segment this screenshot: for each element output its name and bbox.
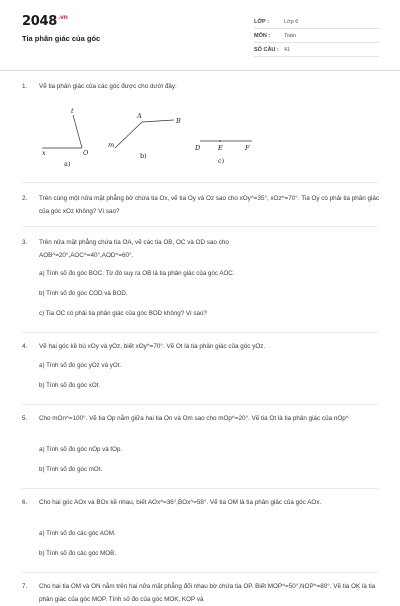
caption-c: c) (218, 157, 225, 165)
caption-b: b) (140, 152, 147, 160)
meta-key: SỐ CÂU : (254, 47, 279, 53)
label-e: E (218, 144, 223, 152)
sub-question: b) Tính số đo góc xOt. (39, 382, 101, 389)
page-title: Tia phân giác của góc (22, 34, 101, 43)
label-o: O (83, 149, 89, 157)
label-a: A (137, 112, 142, 120)
site-logo[interactable] (22, 14, 68, 29)
meta-key: MÔN : (254, 33, 271, 39)
sub-question: b) Tính số đo góc mOt. (39, 466, 103, 473)
question-number: 7. (22, 583, 28, 590)
question-divider (22, 226, 378, 227)
question-number: 3. (22, 239, 28, 246)
meta-value: 41 (284, 47, 291, 53)
logo-text: 2048 (22, 14, 57, 29)
logo-suffix: .vn (57, 14, 68, 21)
angle-figures (30, 100, 270, 170)
label-m: m (108, 141, 115, 149)
question-number: 2. (22, 195, 28, 202)
sub-question: c) Tia OC có phải tia phân giác của góc BOD không? Vì sao? (39, 310, 207, 317)
meta-row-class (254, 16, 379, 29)
sub-question: a) Tính số đo góc nOp và tOp. (39, 446, 123, 453)
question-divider (22, 572, 378, 573)
sub-question: a) Tính số đo góc yOz và yOt. (39, 362, 122, 369)
question-text: Cho hai tia OM và ON nằm trên hai nửa mặt phẳng đối nhau bờ chứa tia OP. Biết MOP^=50°,NOP^=80°. Vẽ tia OK là tia phân giác của góc MOP. Tính số đo của góc MOK, KOP và (39, 583, 376, 603)
question-number: 6. (22, 499, 28, 506)
sub-question: b) Tính số đo góc COD và BOD. (39, 290, 128, 297)
sub-question: a) Tính số đo góc BOC. Từ đó suy ra OB là tia phân giác của góc AOC. (39, 270, 235, 277)
question-text: Cho mOn^=100°. Vẽ tia Op nằm giữa hai tia On và Om sao cho mOp^=20°. Vẽ tia Ot là tia phân giác của nOp^ (39, 415, 349, 422)
figure-a (42, 107, 89, 168)
question-text: Trên nửa mặt phẳng chứa tia OA, vẽ các tia OB, OC và OD sao cho AOB^=20°,AOC^=40°,AOD^=60°. (39, 239, 229, 259)
question-text: Vẽ hai góc kề bù xOy và yOz, biết xOy^=70°. Vẽ Ot là tia phân giác của góc yOz. (39, 343, 266, 350)
question-text: Trên cùng một nửa mặt phẳng bờ chứa tia Ox, vẽ tia Oy và Oz sao cho xOy^=35°, xOz^=70°. Tia Oy có phải tia phân giác của góc xOz không? Vì sao? (39, 195, 380, 215)
sub-question: a) Tính số đo các góc AOM. (39, 530, 116, 537)
meta-key: LỚP : (254, 19, 269, 25)
question-text: Cho hai góc AOx và BOx kề nhau, biết AOx^=36°,BOx^=58°. Vẽ tia OM là tia phân giác của góc AOx. (39, 499, 322, 506)
header-divider (0, 70, 400, 71)
meta-value: Toán (284, 33, 296, 39)
label-x: x (42, 149, 46, 157)
question-number: 4. (22, 343, 28, 350)
label-d: D (195, 144, 201, 152)
label-t: t (71, 107, 74, 115)
question-divider (22, 488, 378, 489)
meta-row-count (254, 44, 379, 57)
label-b: B (176, 117, 181, 125)
question-divider (22, 404, 378, 405)
meta-value: Lớp 6 (284, 19, 299, 25)
caption-a: a) (64, 160, 71, 168)
question-divider (22, 182, 378, 183)
question-number: 1. (22, 83, 28, 90)
sub-question: b) Tính số đo các góc MOB. (39, 550, 116, 557)
question-divider (22, 332, 378, 333)
question-text: Vẽ tia phân giác của các góc được cho dưới đây: (39, 83, 177, 90)
question-number: 5. (22, 415, 28, 422)
figure-b (108, 112, 181, 160)
meta-row-subject (254, 30, 379, 43)
figure-c (194, 140, 252, 165)
label-f: F (245, 144, 250, 152)
